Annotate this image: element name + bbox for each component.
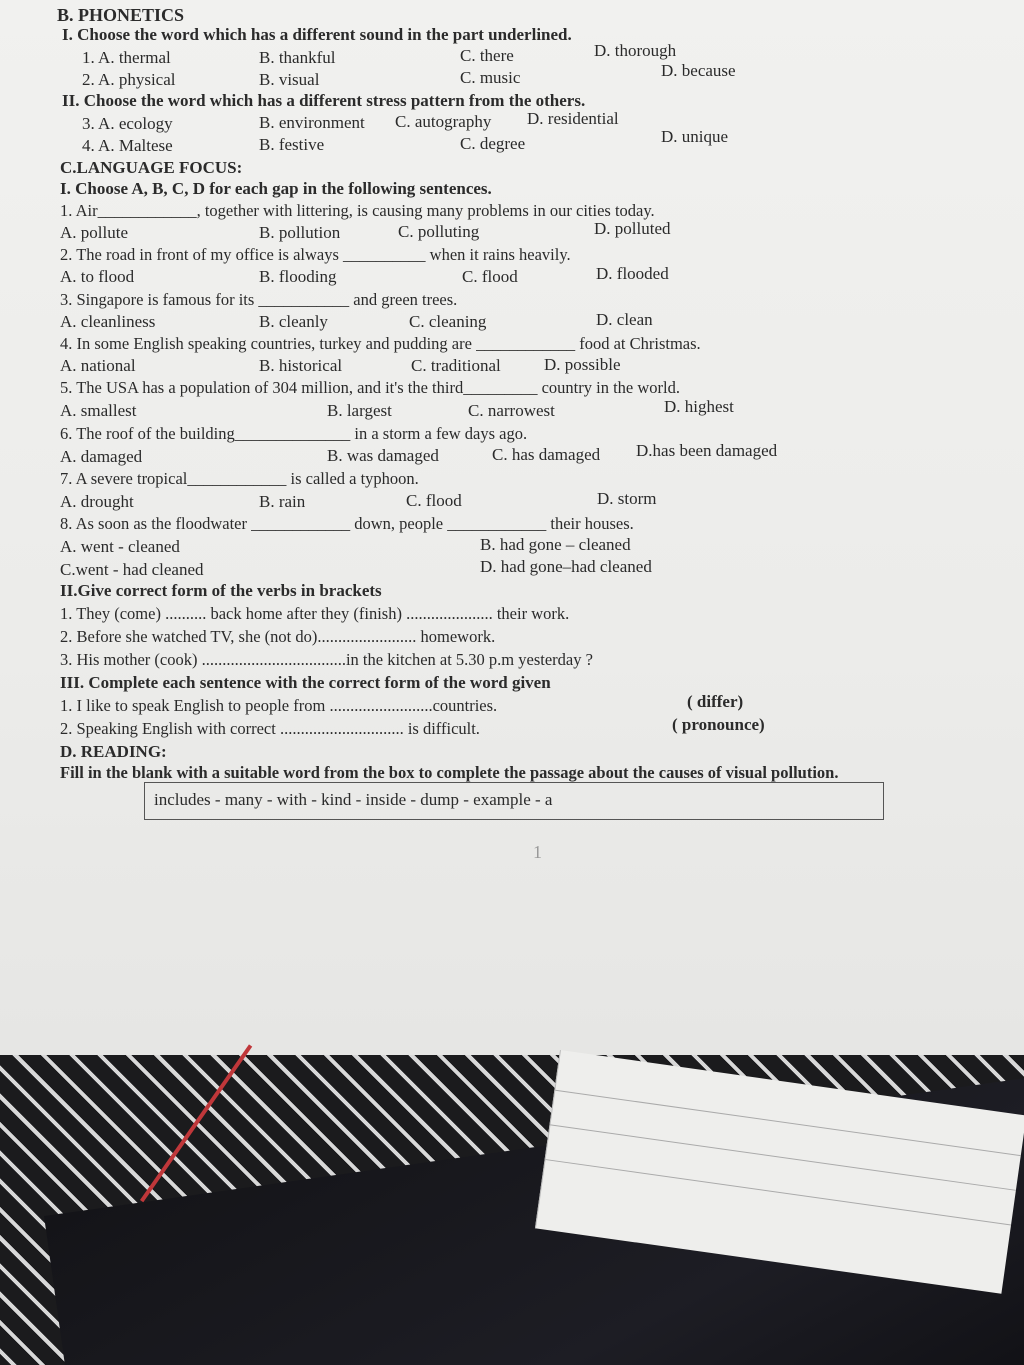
option: B. thankful bbox=[259, 48, 336, 67]
phonetics-part1-title: I. Choose the word which has a different sound in the part underlined. bbox=[62, 25, 572, 44]
option: A. cleanliness bbox=[60, 312, 156, 331]
option: D. storm bbox=[597, 489, 657, 508]
option: C. degree bbox=[460, 134, 526, 153]
option: C. flood bbox=[462, 267, 518, 286]
verb-question: 1. They (come) .......... back home after they (finish) ..................... their work. bbox=[60, 604, 570, 623]
verb-question: 2. Before she watched TV, she (not do)........................ homework. bbox=[60, 627, 496, 646]
word-form-hint: ( differ) bbox=[687, 692, 744, 711]
phonetics-part2-title: II. Choose the word which has a different stress pattern from the others. bbox=[62, 91, 586, 110]
question-stem: 8. As soon as the floodwater ____________ down, people ____________ their houses. bbox=[60, 514, 634, 533]
language-focus-part1-title: I. Choose A, B, C, D for each gap in the following sentences. bbox=[60, 179, 492, 198]
option: C. flood bbox=[406, 491, 462, 510]
language-focus-heading: C.LANGUAGE FOCUS: bbox=[60, 158, 243, 177]
option: C. polluting bbox=[398, 222, 480, 241]
option: 1. A. thermal bbox=[82, 48, 171, 67]
option: A. pollute bbox=[60, 223, 128, 242]
option: B. had gone – cleaned bbox=[480, 535, 631, 554]
option: D. residential bbox=[527, 109, 619, 128]
language-focus-part3-title: III. Complete each sentence with the correct form of the word given bbox=[60, 673, 551, 692]
option: A. went - cleaned bbox=[60, 537, 180, 556]
language-focus-part2-title: II.Give correct form of the verbs in brackets bbox=[60, 581, 382, 600]
option: B. largest bbox=[327, 401, 392, 420]
question-stem: 2. The road in front of my office is always __________ when it rains heavily. bbox=[60, 245, 571, 264]
option: B. flooding bbox=[259, 267, 337, 286]
word-form-hint: ( pronounce) bbox=[672, 715, 765, 734]
reading-instruction: Fill in the blank with a suitable word from the box to complete the passage about the causes of visual pollution. bbox=[60, 763, 839, 782]
option: A. smallest bbox=[60, 401, 137, 420]
option: C. narrowest bbox=[468, 401, 555, 420]
option: D. highest bbox=[664, 397, 734, 416]
question-stem: 7. A severe tropical____________ is called a typhoon. bbox=[60, 469, 419, 488]
word-box-text: includes - many - with - kind - inside - dump - example - a bbox=[154, 790, 553, 809]
option: D. clean bbox=[596, 310, 653, 329]
option: D. unique bbox=[661, 127, 729, 146]
option: 4. A. Maltese bbox=[82, 136, 173, 155]
option: D. because bbox=[661, 61, 736, 80]
option: D. thorough bbox=[594, 41, 677, 60]
question-stem: 3. Singapore is famous for its ___________ and green trees. bbox=[60, 290, 458, 309]
option: A. drought bbox=[60, 492, 134, 511]
phonetics-heading: B. PHONETICS bbox=[57, 5, 185, 25]
option: D.has been damaged bbox=[636, 441, 778, 460]
option: B. pollution bbox=[259, 223, 341, 242]
reading-heading: D. READING: bbox=[60, 742, 167, 761]
option: D. possible bbox=[544, 355, 621, 374]
option: D. had gone–had cleaned bbox=[480, 557, 652, 576]
option: B. visual bbox=[259, 70, 320, 89]
question-stem: 6. The roof of the building______________ in a storm a few days ago. bbox=[60, 424, 528, 443]
option: B. historical bbox=[259, 356, 343, 375]
question-stem: 1. Air____________, together with littering, is causing many problems in our cities today. bbox=[60, 201, 655, 220]
option: B. was damaged bbox=[327, 446, 439, 465]
option: C. autography bbox=[395, 112, 492, 131]
option: C. traditional bbox=[411, 356, 501, 375]
option: D. flooded bbox=[596, 264, 669, 283]
option: D. polluted bbox=[594, 219, 671, 238]
option: A. national bbox=[60, 356, 136, 375]
option: B. environment bbox=[259, 113, 365, 132]
word-form-question: 1. I like to speak English to people from .........................countries. bbox=[60, 696, 498, 715]
option: B. festive bbox=[259, 135, 325, 154]
option: A. damaged bbox=[60, 447, 143, 466]
option: B. cleanly bbox=[259, 312, 328, 331]
option: C. music bbox=[460, 68, 521, 87]
option: 3. A. ecology bbox=[82, 114, 173, 133]
option: A. to flood bbox=[60, 267, 135, 286]
option: C. has damaged bbox=[492, 445, 601, 464]
option: C.went - had cleaned bbox=[60, 560, 204, 579]
question-stem: 5. The USA has a population of 304 million, and it's the third_________ country in the world. bbox=[60, 378, 680, 397]
option: C. there bbox=[460, 46, 514, 65]
option: 2. A. physical bbox=[82, 70, 176, 89]
option: C. cleaning bbox=[409, 312, 487, 331]
word-form-question: 2. Speaking English with correct .............................. is difficult. bbox=[60, 719, 480, 738]
verb-question: 3. His mother (cook) ...................................in the kitchen at 5.30 p.m yesterday ? bbox=[60, 650, 593, 669]
page-number: 1 bbox=[533, 842, 542, 862]
question-stem: 4. In some English speaking countries, turkey and pudding are ____________ food at Christmas. bbox=[60, 334, 701, 353]
option: B. rain bbox=[259, 492, 306, 511]
